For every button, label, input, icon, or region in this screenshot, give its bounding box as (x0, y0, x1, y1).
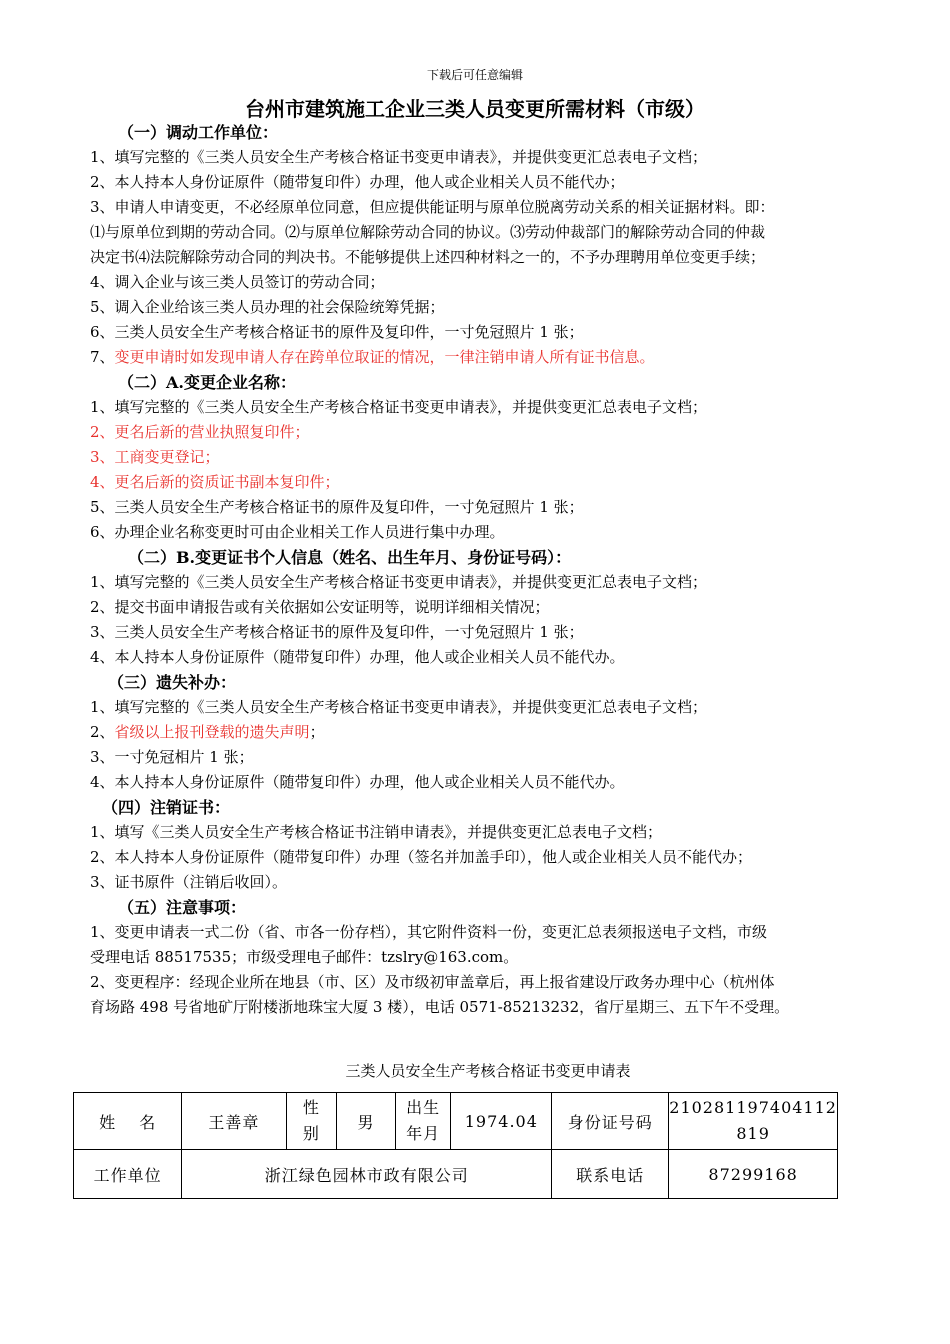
list-item: 1、填写完整的《三类人员安全生产考核合格证书变更申请表》，并提供变更汇总表电子文档； (90, 148, 708, 166)
list-item: 5、调入企业给该三类人员办理的社会保险统筹凭据； (90, 298, 445, 316)
birth-label (395, 1093, 451, 1150)
list-item: 3、工商变更登记； (90, 448, 220, 466)
download-note: 下载后可任意编辑 (426, 68, 523, 82)
list-item: 3、三类人员安全生产考核合格证书的原件及复印件，一寸免冠照片 1 张； (90, 623, 584, 641)
list-item: 2、提交书面申请报告或有关依据如公安证明等，说明详细相关情况； (90, 598, 550, 616)
section-heading: （三）遗失补办： (108, 673, 237, 692)
red-note: 变更申请时如发现申请人存在跨单位取证的情况，一律注销申请人所有证书信息。 (114, 348, 655, 366)
list-item-highlighted: 2、省级以上报刊登载的遗失声明； (90, 723, 325, 741)
list-item: 1、填写完整的《三类人员安全生产考核合格证书变更申请表》，并提供变更汇总表电子文档； (90, 398, 708, 416)
id-value-line: 819 (736, 1124, 770, 1143)
phone-value: 87299168 (669, 1150, 838, 1199)
list-item: 1、填写完整的《三类人员安全生产考核合格证书变更申请表》，并提供变更汇总表电子文档； (90, 573, 708, 591)
list-item: 1、变更申请表一式二份（省、市各一份存档），其它附件资料一份，变更汇总表须报送电子文档，市级 (90, 923, 768, 941)
section-heading: （一）调动工作单位： (118, 123, 279, 142)
gender-label-line: 别 (302, 1124, 320, 1143)
section-heading: （二）A.变更企业名称： (118, 373, 296, 392)
list-item: 2、本人持本人身份证原件（随带复印件）办理，他人或企业相关人员不能代办； (90, 173, 625, 191)
phone-label: 联系电话 (552, 1150, 669, 1199)
section-heading: （二）B.变更证书个人信息（姓名、出生年月、身份证号码）： (128, 548, 572, 567)
document-body (90, 120, 860, 1020)
employer-value: 浙江绿色园林市政有限公司 (182, 1150, 552, 1199)
list-item: 4、本人持本人身份证原件（随带复印件）办理，他人或企业相关人员不能代办。 (90, 773, 625, 791)
id-value-line: 210281197404112 (669, 1098, 837, 1117)
list-item: 6、三类人员安全生产考核合格证书的原件及复印件，一寸免冠照片 1 张； (90, 323, 584, 341)
gender-label-line: 性 (302, 1098, 320, 1117)
gender-label (286, 1093, 337, 1150)
id-label: 身份证号码 (552, 1093, 669, 1150)
list-item: 1、填写《三类人员安全生产考核合格证书注销申请表》，并提供变更汇总表电子文档； (90, 823, 663, 841)
list-item: 6、办理企业名称变更时可由企业相关工作人员进行集中办理。 (90, 523, 505, 541)
birth-label-line: 年月 (406, 1124, 441, 1143)
gender-value: 男 (337, 1093, 396, 1150)
birth-label-line: 出生 (406, 1098, 441, 1117)
list-item: 育场路 498 号省地矿厅附楼浙地珠宝大厦 3 楼），电话 0571-85213232，省厅星期三、五下午不受理。 (90, 998, 790, 1016)
section-heading: （五）注意事项： (118, 898, 247, 917)
list-item: ⑴与原单位到期的劳动合同。⑵与原单位解除劳动合同的协议。⑶劳动仲裁部门的解除劳动合同的仲裁 (90, 223, 766, 241)
list-item: 4、更名后新的资质证书副本复印件； (90, 473, 340, 491)
list-item: 2、变更程序：经现企业所在地县（市、区）及市级初审盖章后，再上报省建设厅政务办理中心（杭州体 (90, 973, 775, 991)
list-item: 5、三类人员安全生产考核合格证书的原件及复印件，一寸免冠照片 1 张； (90, 498, 584, 516)
application-form-table (73, 1092, 838, 1199)
table-row (74, 1093, 838, 1150)
list-item: 2、本人持本人身份证原件（随带复印件）办理（签名并加盖手印），他人或企业相关人员不能代办； (90, 848, 753, 866)
name-label: 姓 名 (74, 1093, 182, 1150)
list-item: 3、申请人申请变更，不必经原单位同意，但应提供能证明与原单位脱离劳动关系的相关证据材料。即： (90, 198, 775, 216)
list-item: 3、证书原件（注销后收回）。 (90, 873, 288, 891)
red-note: 省级以上报刊登载的遗失声明 (114, 723, 310, 741)
table-row (74, 1150, 838, 1199)
name-value: 王善章 (182, 1093, 286, 1150)
form-title: 三类人员安全生产考核合格证书变更申请表 (345, 1062, 631, 1080)
id-value (669, 1093, 838, 1150)
list-item: 受理电话 88517535；市级受理电子邮件：tzslry@163.com。 (90, 948, 519, 966)
list-item-highlighted: 7、变更申请时如发现申请人存在跨单位取证的情况，一律注销申请人所有证书信息。 (90, 348, 655, 366)
employer-label: 工作单位 (74, 1150, 182, 1199)
list-item: 1、填写完整的《三类人员安全生产考核合格证书变更申请表》，并提供变更汇总表电子文档； (90, 698, 708, 716)
section-heading: （四）注销证书： (102, 798, 231, 817)
list-item: 4、调入企业与该三类人员签订的劳动合同； (90, 273, 385, 291)
document-title: 台州市建筑施工企业三类人员变更所需材料（市级） (245, 97, 705, 121)
list-item: 3、一寸免冠相片 1 张； (90, 748, 254, 766)
list-item: 2、更名后新的营业执照复印件； (90, 423, 310, 441)
list-item: 决定书⑷法院解除劳动合同的判决书。不能够提供上述四种材料之一的，不予办理聘用单位变更手续； (90, 248, 766, 266)
list-item: 4、本人持本人身份证原件（随带复印件）办理，他人或企业相关人员不能代办。 (90, 648, 625, 666)
birth-value: 1974.04 (451, 1093, 552, 1150)
